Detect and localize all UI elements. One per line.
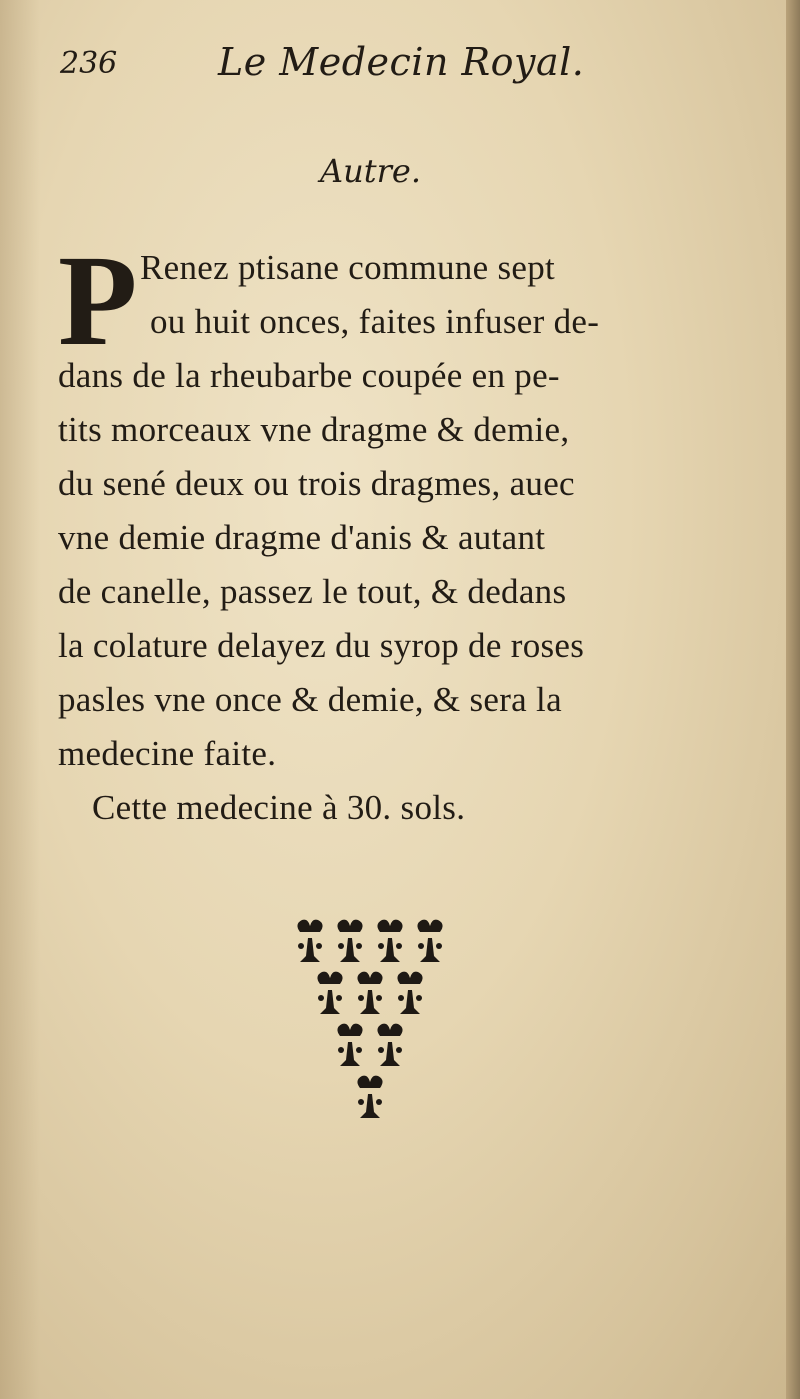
text-line: du sené deux ou trois dragmes, auec [58,464,575,503]
text-line: dans de la rheubarbe coupée en pe- [58,356,560,395]
text-line: tits morceaux vne dragme & demie, [58,410,570,449]
page-header [60,40,620,90]
text-line: Renez ptisane commune sept [140,248,556,287]
page-edge [786,0,800,1399]
text-line: vne demie dragme d'anis & autant [58,518,546,557]
running-title: Le Medecin Royal. [218,40,585,84]
text-line: pasles vne once & demie, & sera la [58,680,562,719]
drop-cap: P [58,229,138,373]
text-line: de canelle, passez le tout, & dedans [58,572,567,611]
price-line: Cette medecine à 30. sols. [92,788,466,827]
text-line: ou huit onces, faites infuser de- [150,302,600,341]
section-heading: Autre. [320,152,421,190]
fleuron-tailpiece-icon [280,910,460,1130]
text-line: medecine faite. [58,734,277,773]
page-number: 236 [60,46,118,81]
page-fold-shadow [0,0,40,1399]
text-line: la colature delayez du syrop de roses [58,626,585,665]
